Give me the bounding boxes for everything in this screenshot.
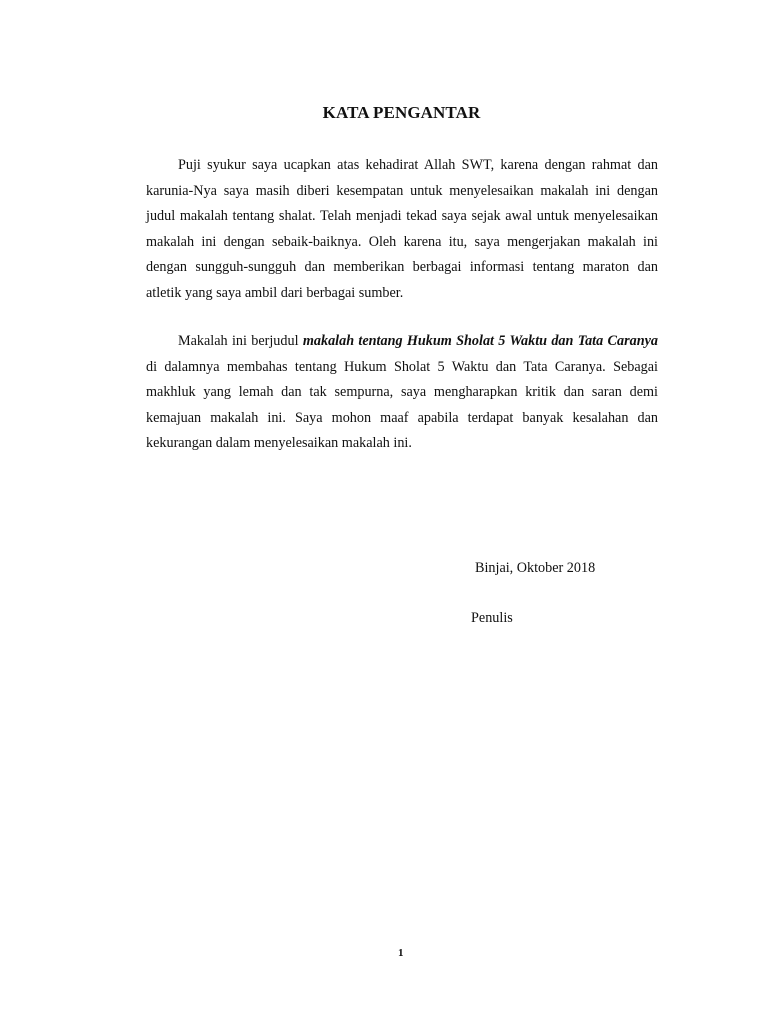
author-label: Penulis bbox=[471, 610, 513, 626]
paragraph-title-info bbox=[146, 329, 658, 457]
emphasized-paper-title: makalah tentang Hukum Sholat 5 Waktu dan Tata Caranya bbox=[302, 333, 658, 349]
place-date: Binjai, Oktober 2018 bbox=[475, 560, 596, 576]
paragraph-intro: Puji syukur saya ucapkan atas kehadirat Allah SWT, karena dengan rahmat dan karunia-Nya saya masih diberi kesempatan untuk menyelesaikan makalah ini dengan judul makalah tentang shalat. Telah menjadi tekad saya sejak awal untuk menyelesaikan makalah ini dengan sebaik-baiknya. Oleh karena itu, saya mengerjakan makalah ini dengan sungguh-sungguh dan memberikan berbagai informasi tentang maraton dan atletik yang saya ambil dari berbagai sumber. bbox=[146, 157, 658, 301]
page-title: KATA PENGANTAR bbox=[322, 103, 481, 122]
paragraph-prefix: Makalah ini berjudul bbox=[178, 333, 303, 349]
paragraph-suffix: di dalamnya membahas tentang Hukum Sholat 5 Waktu dan Tata Caranya. Sebagai makhluk yang lemah dan tak sempurna, saya mengharapkan kritik dan saran demi kemajuan makalah ini. Saya mohon maaf apabila terdapat banyak kesalahan dan kekurangan dalam menyelesaikan makalah ini. bbox=[146, 358, 658, 451]
page-number: 1 bbox=[398, 947, 404, 959]
